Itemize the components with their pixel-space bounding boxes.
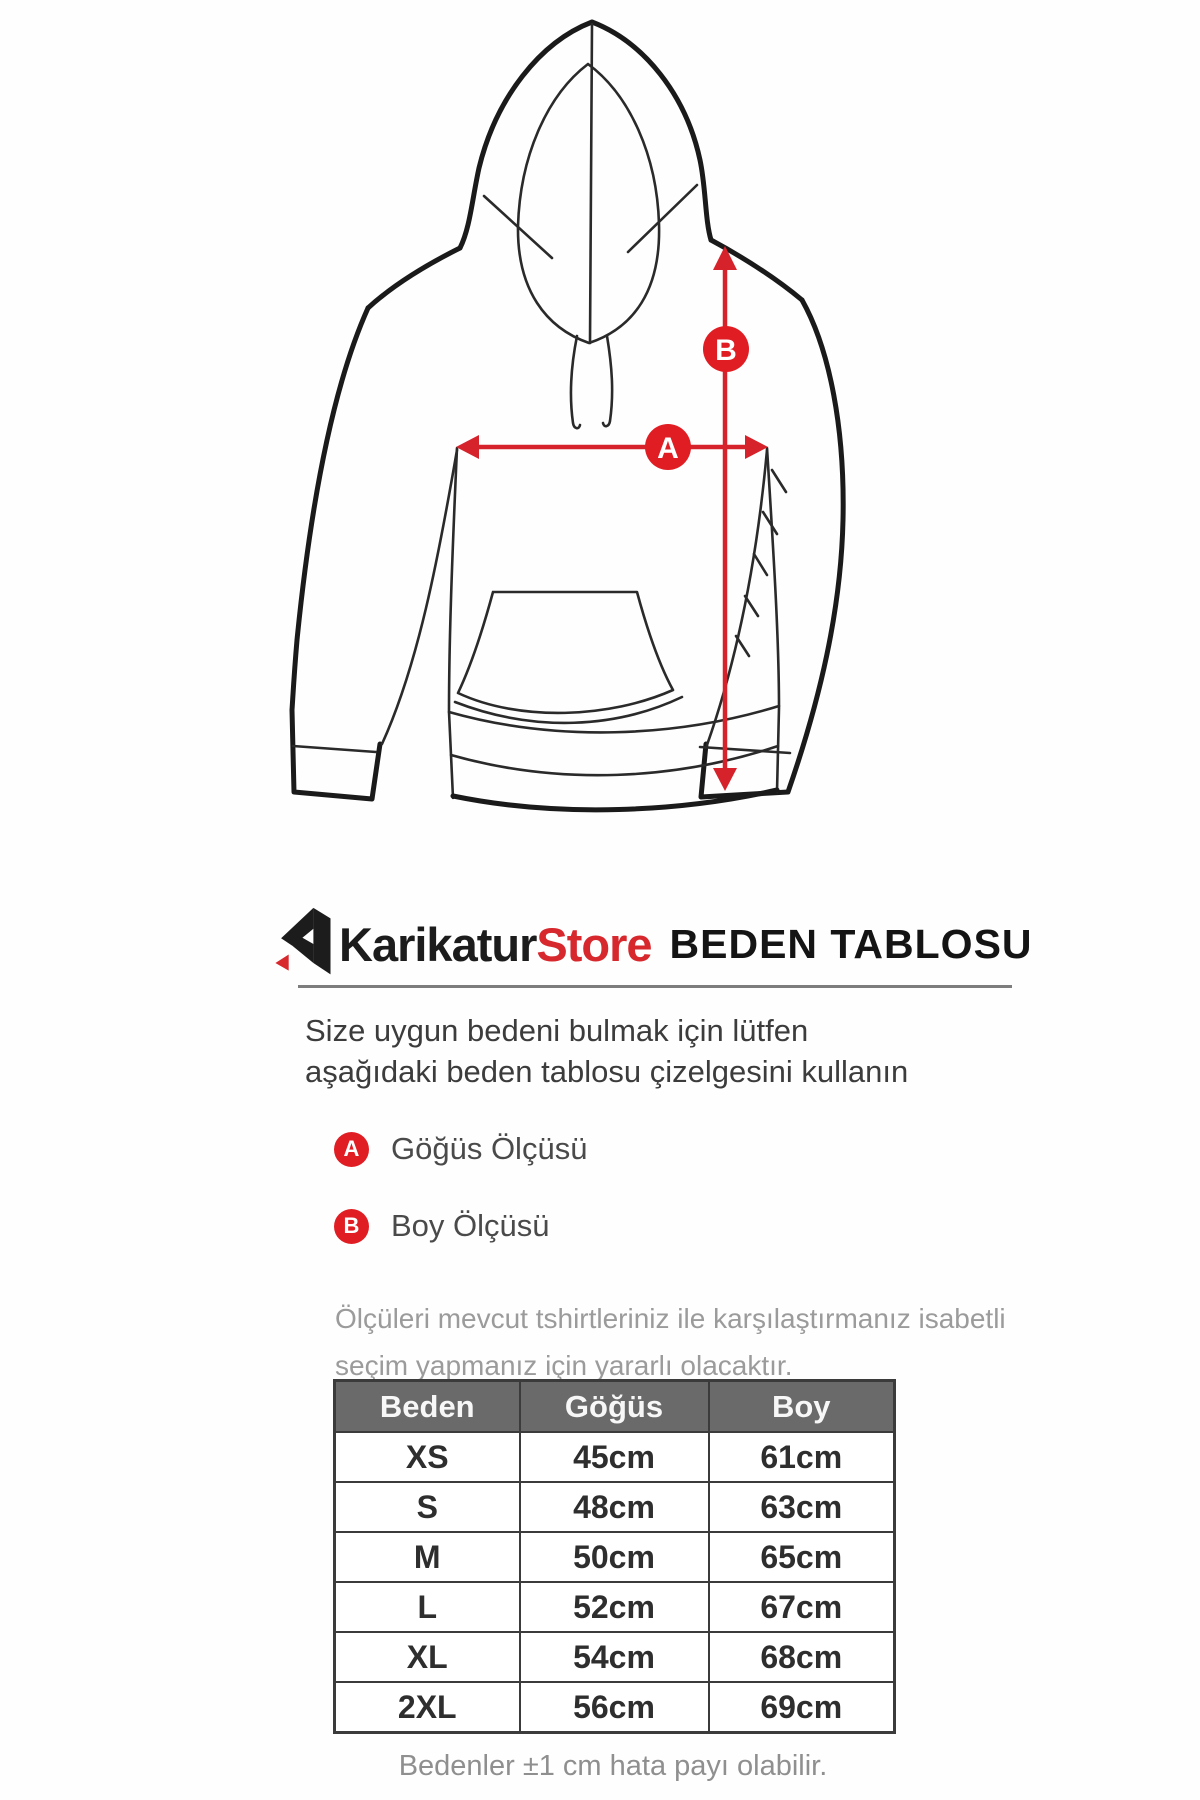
tolerance-note: Bedenler ±1 cm hata payı olabilir.	[398, 1750, 828, 1782]
length-arrowhead-bottom	[713, 768, 737, 791]
chest-cell: 54cm	[520, 1632, 709, 1682]
left-sleeve-inner-edge	[382, 450, 457, 744]
table-row	[335, 1482, 895, 1532]
length-cell: 68cm	[709, 1632, 895, 1682]
table-row	[335, 1532, 895, 1582]
table-row	[335, 1432, 895, 1482]
length-arrowhead-top	[713, 246, 737, 270]
left-sleeve	[292, 308, 380, 799]
size-cell: M	[335, 1532, 520, 1582]
length-cell: 61cm	[709, 1432, 895, 1482]
hood-center-seam	[590, 24, 592, 343]
length-cell: 67cm	[709, 1582, 895, 1632]
size-table	[333, 1379, 896, 1734]
hood-outline	[460, 22, 711, 248]
page-title: BEDEN TABLOSU	[669, 920, 1033, 967]
chest-cell: 48cm	[520, 1482, 709, 1532]
badge-a-letter: A	[657, 432, 679, 465]
table-row	[335, 1682, 895, 1733]
length-cell: 65cm	[709, 1532, 895, 1582]
left-cuff-seam	[293, 746, 376, 752]
badge-b-letter: B	[715, 334, 737, 367]
legend-b-label: Boy Ölçüsü	[391, 1208, 550, 1243]
col-header-gogus: Göğüs	[520, 1381, 709, 1433]
size-cell: 2XL	[335, 1682, 520, 1733]
chest-cell: 56cm	[520, 1682, 709, 1733]
size-cell: XL	[335, 1632, 520, 1682]
intro-line-1: Size uygun bedeni bulmak için lütfen	[305, 1013, 809, 1048]
shoulder-lines	[368, 240, 802, 308]
drawstrings	[571, 336, 612, 428]
note-line-1: Ölçüleri mevcut tshirtleriniz ile karşılaştırmanız isabetli	[335, 1303, 1006, 1334]
brand-name-store: Store	[536, 917, 652, 971]
chest-cell: 50cm	[520, 1532, 709, 1582]
chest-arrowhead-right	[745, 435, 768, 459]
length-cell: 63cm	[709, 1482, 895, 1532]
chest-cell: 45cm	[520, 1432, 709, 1482]
size-cell: L	[335, 1582, 520, 1632]
hoodie-diagram	[250, 8, 860, 820]
chest-arrowhead-left	[456, 435, 479, 459]
right-cuff-seam	[700, 747, 790, 753]
right-sleeve-inner-edge	[707, 450, 767, 745]
note-line-2: seçim yapmanız için yararlı olacaktır.	[335, 1350, 793, 1381]
legend-length	[334, 1208, 550, 1244]
legend-b-badge: B	[334, 1209, 369, 1244]
body-side-seams	[449, 448, 779, 798]
legend-a-label: Göğüs Ölçüsü	[391, 1131, 588, 1166]
col-header-boy: Boy	[709, 1381, 895, 1433]
size-cell: XS	[335, 1432, 520, 1482]
size-table-header-row	[335, 1381, 895, 1433]
legend-a-badge: A	[334, 1132, 369, 1167]
intro-paragraph	[305, 1010, 908, 1092]
table-row	[335, 1632, 895, 1682]
intro-line-2: aşağıdaki beden tablosu çizelgesini kullanın	[305, 1054, 909, 1089]
legend-chest	[334, 1131, 587, 1167]
karikaturstore-logo-icon	[273, 906, 331, 982]
brand-name-karikatur: Karikatur	[339, 917, 537, 971]
brand-name	[339, 917, 652, 972]
col-header-beden: Beden	[335, 1381, 520, 1433]
brand-header	[273, 903, 1033, 985]
length-cell: 69cm	[709, 1682, 895, 1733]
chest-cell: 52cm	[520, 1582, 709, 1632]
table-row	[335, 1582, 895, 1632]
size-cell: S	[335, 1482, 520, 1532]
header-divider	[298, 985, 1012, 988]
hood-face-opening	[518, 64, 659, 343]
note-paragraph	[335, 1295, 1006, 1389]
kangaroo-pocket	[455, 592, 682, 723]
